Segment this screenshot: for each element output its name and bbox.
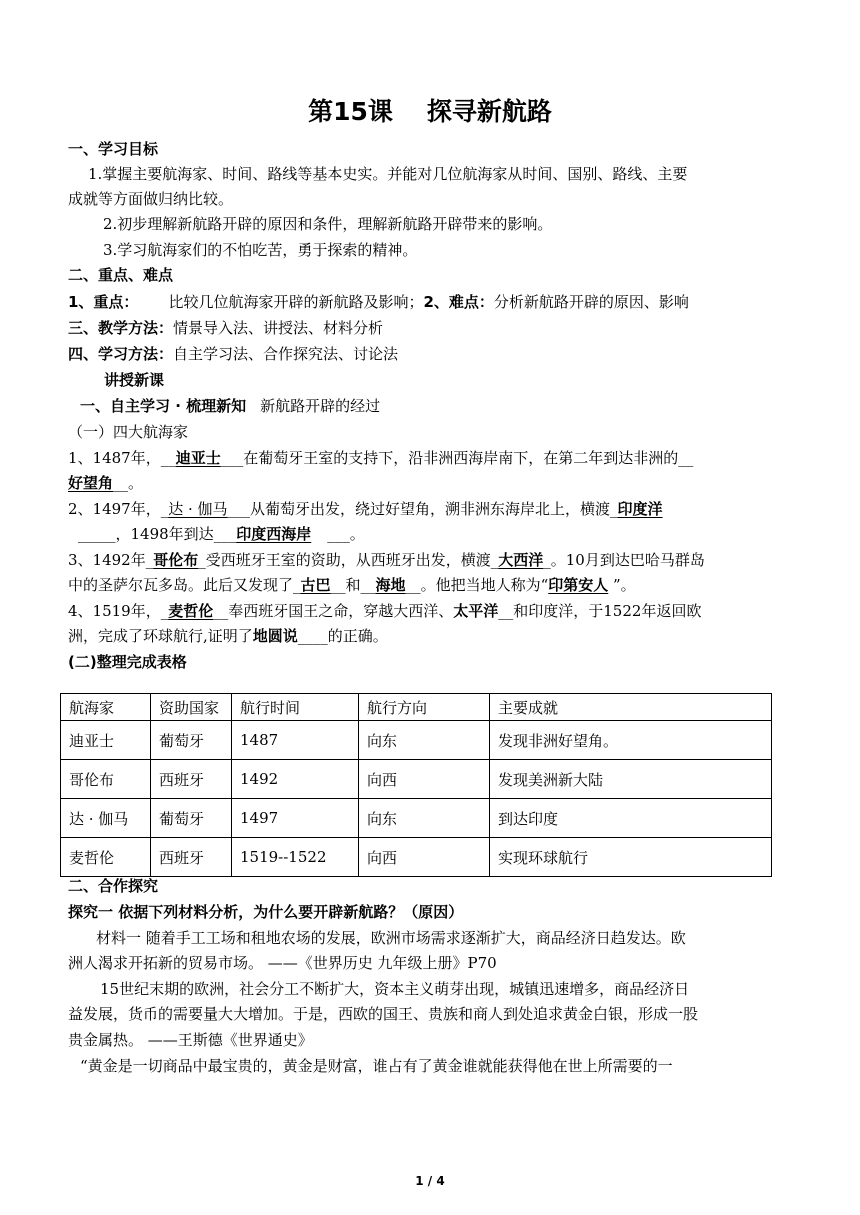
objective-3: 3.学习航海家们的不怕吃苦，勇于探索的精神。 — [103, 241, 418, 259]
table-cell: 达 · 伽马 — [61, 799, 151, 838]
keypoints-heading: 二、重点、难点 — [68, 266, 174, 284]
learning-methods-text: 自主学习法、合作探究法、讨论法 — [173, 345, 399, 363]
navigators-heading: （一）四大航海家 — [68, 423, 189, 441]
self-study-label: 一、自主学习 · 梳理新知 — [80, 397, 247, 415]
material-1-line-2: 洲人渴求开拓新的贸易市场。 ——《世界历史 九年级上册》P70 — [68, 954, 497, 972]
key-label: 1、重点： — [68, 293, 139, 311]
table-cell: 麦哲伦 — [61, 838, 151, 877]
item-2-line-1: 2、1497年，_达 · 伽马___从葡萄牙出发，绕过好望角，溯非洲东海岸北上，横渡_印度洋 — [68, 500, 663, 518]
key-text: 比较几位航海家开辟的新航路及影响； — [168, 293, 424, 311]
answer-atlantic: 大西洋 — [498, 551, 544, 569]
page-number: 1 / 4 — [415, 1174, 445, 1188]
inquiry-1-question: 探究一 依据下列材料分析，为什么要开辟新航路？（原因） — [68, 903, 464, 921]
lesson-title — [0, 92, 860, 128]
answer-round-earth: 地圆说 — [252, 627, 298, 645]
table-cell: 葡萄牙 — [151, 721, 232, 760]
answer-cape: 好望角 — [68, 474, 114, 492]
answer-cuba: 古巴 — [300, 576, 331, 594]
lesson-number: 第15课 — [308, 97, 393, 126]
table-row — [61, 760, 772, 799]
table-cell: 向东 — [359, 721, 490, 760]
table-header-cell: 主要成就 — [490, 694, 772, 721]
teaching-methods-label: 三、教学方法： — [68, 319, 174, 337]
table-cell: 发现美洲新大陆 — [490, 760, 772, 799]
item-1-line-2: 好望角__。 — [68, 474, 144, 492]
table-heading: (二)整理完成表格 — [68, 653, 187, 671]
table-cell: 1519--1522 — [232, 838, 359, 877]
teaching-methods — [68, 316, 794, 341]
lesson-name: 探寻新航路 — [426, 97, 552, 126]
table-header-cell: 资助国家 — [151, 694, 232, 721]
objective-1-line-1: 1.掌握主要航海家、时间、路线等基本史实。并能对几位航海家从时间、国别、路线、主要 — [88, 165, 688, 183]
material-2-line-2: 益发展，货币的需要量大大增加。于是，西欧的国王、贵族和商人到处追求黄金白银，形成一股 — [68, 1005, 699, 1023]
objective-1-line-2: 成就等方面做归纳比较。 — [68, 190, 234, 208]
table-header-cell: 航行方向 — [359, 694, 490, 721]
table-cell: 葡萄牙 — [151, 799, 232, 838]
learning-methods — [68, 342, 794, 367]
table-cell: 实现环球航行 — [490, 838, 772, 877]
table-row — [61, 838, 772, 877]
table-cell: 西班牙 — [151, 838, 232, 877]
table-header-row — [61, 694, 772, 721]
table-cell: 向西 — [359, 760, 490, 799]
navigators-table — [60, 693, 772, 877]
answer-haiti: 海地 — [375, 576, 406, 594]
table-cell: 向东 — [359, 799, 490, 838]
material-2-line-3: 贵金属热。 ——王斯德《世界通史》 — [68, 1031, 313, 1049]
keypoints-line — [68, 290, 794, 315]
material-3-line-1: “黄金是一切商品中最宝贵的，黄金是财富，谁占有了黄金谁就能获得他在世上所需要的一 — [80, 1057, 673, 1075]
table-cell: 1492 — [232, 760, 359, 799]
table-cell: 向西 — [359, 838, 490, 877]
new-lesson-heading: 讲授新课 — [104, 371, 165, 389]
answer-pacific: 太平洋 — [453, 602, 499, 620]
table-row — [61, 721, 772, 760]
answer-indian-ocean: 印度洋 — [617, 500, 663, 518]
teaching-methods-text: 情景导入法、讲授法、材料分析 — [173, 319, 384, 337]
answer-gama: 达 · 伽马 — [168, 500, 228, 518]
table-cell: 到达印度 — [490, 799, 772, 838]
difficulty-label: 2、难点： — [423, 293, 494, 311]
answer-dias: 迪亚士 — [175, 449, 221, 467]
table-header-cell: 航海家 — [61, 694, 151, 721]
table-cell: 哥伦布 — [61, 760, 151, 799]
learning-methods-label: 四、学习方法： — [68, 345, 174, 363]
material-1-line-1: 材料一 随着手工工场和租地农场的发展，欧洲市场需求逐渐扩大，商品经济日趋发达。欧 — [96, 929, 686, 947]
item-1-line-1: 1、1487年，__迪亚士___在葡萄牙王室的支持下，沿非洲西海岸南下，在第二年到达非洲的__ — [68, 449, 694, 467]
item-2-line-2: _____，1498年到达___印度西海岸 ___。 — [78, 525, 365, 543]
item-4-line-2: 洲，完成了环球航行,证明了地圆说____的正确。 — [68, 627, 388, 645]
table-cell: 1497 — [232, 799, 359, 838]
answer-magellan: 麦哲伦 — [168, 602, 214, 620]
table-cell: 迪亚士 — [61, 721, 151, 760]
difficulty-text: 分析新航路开辟的原因、影响 — [493, 293, 689, 311]
material-2-line-1: 15世纪末期的欧洲，社会分工不断扩大，资本主义萌芽出现，城镇迅速增多，商品经济日 — [100, 980, 690, 998]
item-4-line-1: 4、1519年，_麦哲伦__奉西班牙国王之命，穿越大西洋、太平洋__和印度洋，于1522年返回欧 — [68, 602, 702, 620]
table-cell: 西班牙 — [151, 760, 232, 799]
table-header-cell: 航行时间 — [232, 694, 359, 721]
table-cell: 发现非洲好望角。 — [490, 721, 772, 760]
cooperation-heading: 二、合作探究 — [68, 877, 159, 895]
answer-columbus: 哥伦布 — [153, 551, 199, 569]
answer-india-west-coast: 印度西海岸 — [236, 525, 312, 543]
self-study-line — [68, 394, 806, 419]
objectives-heading: 一、学习目标 — [68, 140, 159, 158]
table-row — [61, 799, 772, 838]
item-3-line-1: 3、1492年_哥伦布_受西班牙王室的资助，从西班牙出发，横渡_大西洋_。10月到达巴哈马群岛 — [68, 551, 705, 569]
self-study-text: 新航路开辟的经过 — [260, 397, 381, 415]
item-3-line-2: 中的圣萨尔瓦多岛。此后又发现了_古巴__和__海地__。他把当地人称为“印第安人 ”。 — [68, 576, 636, 594]
objective-2: 2.初步理解新航路开辟的原因和条件，理解新航路开辟带来的影响。 — [103, 215, 553, 233]
answer-indians: 印第安人 — [548, 576, 609, 594]
table-cell: 1487 — [232, 721, 359, 760]
